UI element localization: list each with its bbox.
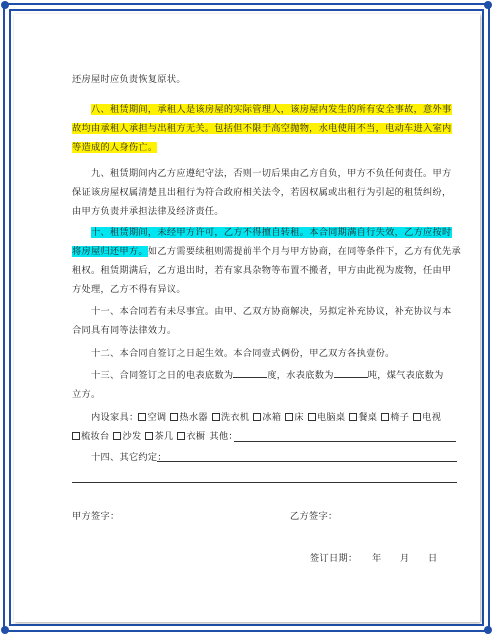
furniture-option-label: 椅子 — [390, 412, 410, 423]
furniture-row-1 — [72, 408, 457, 427]
clause-10-line-4: 方处理，乙方不得有异议。 — [72, 284, 186, 295]
furniture-option-label: 电脑桌 — [316, 412, 346, 423]
checkbox-icon[interactable] — [177, 432, 185, 440]
clause-10-highlight-1: 十、租赁期间，未经甲方许可，乙方不得擅自转租。本合同期满自行失效，乙方应按时 — [91, 227, 452, 238]
clause-13-line-1 — [72, 366, 457, 385]
furniture-option[interactable] — [349, 412, 377, 423]
clause-9-line-3: 由甲方负责并承担法律及经济责任。 — [72, 206, 224, 217]
date-day: 日 — [428, 553, 438, 564]
furniture-option[interactable] — [145, 431, 173, 442]
checkbox-icon[interactable] — [113, 432, 121, 440]
checkbox-icon[interactable] — [413, 413, 421, 421]
clause-13-text: 度，水表底数为 — [267, 370, 334, 381]
water-meter-blank[interactable] — [334, 367, 368, 378]
furniture-option-label: 洗衣机 — [220, 412, 250, 423]
furniture-option-label: 空调 — [147, 412, 167, 423]
clause-8 — [72, 138, 457, 157]
furniture-label: 内设家具： — [91, 412, 139, 423]
clause-8 — [72, 100, 457, 119]
clause-10-highlight-2: 将房屋归还甲方。 — [72, 246, 148, 257]
checkbox-icon[interactable] — [349, 413, 357, 421]
other-items-line[interactable] — [234, 441, 456, 442]
furniture-option[interactable] — [72, 431, 109, 442]
furniture-option[interactable] — [138, 412, 166, 423]
checkbox-icon[interactable] — [170, 413, 178, 421]
text: 还房屋时应负责恢复原状。 — [72, 74, 186, 85]
furniture-option[interactable] — [170, 412, 207, 423]
checkbox-icon[interactable] — [381, 413, 389, 421]
checkbox-icon[interactable] — [308, 413, 316, 421]
frame-corner-dot — [484, 626, 492, 634]
furniture-option-label: 茶几 — [154, 431, 174, 442]
frame-corner-dot — [484, 1, 492, 9]
clause-8 — [72, 119, 457, 138]
furniture-option-label: 热水器 — [179, 412, 208, 423]
furniture-option-label: 电视 — [422, 412, 442, 423]
clause-13-text: 吨，煤气表底数为 — [367, 370, 444, 381]
clause-14: 十四、其它约定： — [91, 452, 167, 463]
furniture-option[interactable] — [212, 412, 249, 423]
furniture-row-2 — [72, 427, 457, 446]
clause-12: 十二、本合同自签订之日起生效。本合同壹式俩份，甲乙双方各执壹份。 — [91, 348, 395, 359]
furniture-option[interactable] — [177, 431, 205, 442]
furniture-list-2 — [72, 431, 209, 442]
checkbox-icon[interactable] — [72, 432, 80, 440]
furniture-option-label: 沙发 — [122, 431, 142, 442]
other-agreement-line-2[interactable] — [72, 482, 457, 483]
sign-date-label: 签订日期： — [310, 553, 358, 564]
document-page — [14, 14, 480, 622]
furniture-option[interactable] — [285, 412, 304, 423]
clause-10-line-3: 租权。租赁期满后，乙方退出时，若有家具杂物等布置不搬者，甲方由此视为废物，任由甲 — [72, 265, 452, 276]
furniture-option-label: 梳妆台 — [81, 431, 110, 442]
frame-corner-dot — [1, 626, 9, 634]
furniture-option-label: 床 — [294, 412, 304, 423]
previous-clause-tail — [72, 70, 457, 89]
electric-meter-blank[interactable] — [233, 367, 267, 378]
date-month: 月 — [400, 553, 410, 564]
clause-8-line-1: 八、租赁期间，承租人是该房屋的实际管理人，该房屋内发生的所有安全事故，意外事 — [91, 104, 452, 115]
furniture-option[interactable] — [381, 412, 409, 423]
clause-9-line-2: 保证该房屋权属清楚且出租行为符合政府相关法令，若因权属或出租行为引起的租赁纠纷， — [72, 187, 452, 198]
furniture-option[interactable] — [253, 412, 281, 423]
furniture-list-1 — [138, 412, 445, 423]
checkbox-icon[interactable] — [145, 432, 153, 440]
other-label: 其他： — [209, 431, 238, 442]
clause-8-line-3: 等造成的人身伤亡。 — [72, 142, 158, 153]
other-agreement-line-1[interactable] — [157, 461, 457, 462]
furniture-option-label: 衣橱 — [186, 431, 206, 442]
furniture-option[interactable] — [413, 412, 441, 423]
furniture-option[interactable] — [308, 412, 345, 423]
clause-9-line-1: 九、租赁期间内乙方应遵纪守法，否则一切后果由乙方自负，甲方不负任何责任。甲方 — [91, 168, 452, 179]
clause-10-text: 如乙方需要续租则需提前半个月与甲方协商，在同等条件下，乙方有优先承 — [147, 246, 461, 257]
clause-11-line-2: 合同具有同等法律效力。 — [72, 325, 177, 336]
furniture-option[interactable] — [113, 431, 141, 442]
clause-10 — [72, 223, 457, 242]
furniture-option-label: 餐桌 — [358, 412, 378, 423]
frame-corner-dot — [1, 1, 9, 9]
clause-8-line-2: 故均由承租人承担与出租方无关。包括但不限于高空抛物，水电使用不当，电动车进入室内 — [72, 123, 452, 134]
checkbox-icon[interactable] — [285, 413, 293, 421]
furniture-option-label: 冰箱 — [262, 412, 282, 423]
clause-10 — [72, 242, 461, 261]
checkbox-icon[interactable] — [138, 413, 146, 421]
clause-11-line-1: 十一、本合同若有未尽事宜。由甲、乙双方协商解决，另拟定补充协议，补充协议与本 — [91, 306, 452, 317]
checkbox-icon[interactable] — [212, 413, 220, 421]
checkbox-icon[interactable] — [253, 413, 261, 421]
clause-13-line-2: 立方。 — [72, 389, 101, 400]
party-b-signature-label: 乙方签字： — [290, 511, 338, 522]
date-year: 年 — [372, 553, 382, 564]
party-a-signature-label: 甲方签字： — [72, 511, 120, 522]
clause-13-text: 十三、合同签订之日的电表底数为 — [91, 370, 234, 381]
